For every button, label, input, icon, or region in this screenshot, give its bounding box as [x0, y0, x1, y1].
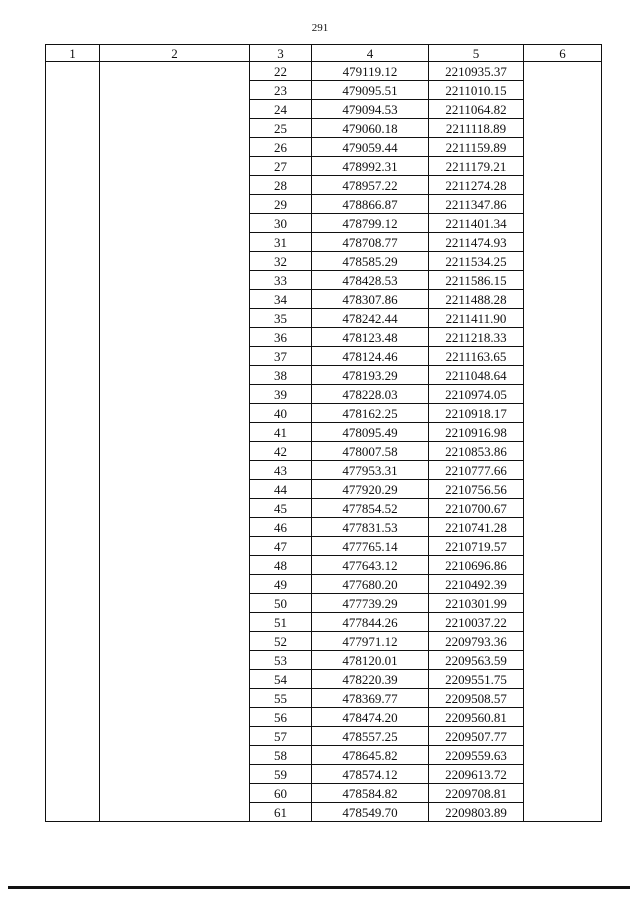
cell-coordinate-x: 478095.49	[312, 423, 429, 442]
cell-point-number: 57	[250, 727, 312, 746]
table-row	[46, 138, 602, 157]
cell-col-6-empty	[524, 176, 602, 195]
cell-col-6-empty	[524, 290, 602, 309]
cell-point-number: 52	[250, 632, 312, 651]
cell-coordinate-x: 478162.25	[312, 404, 429, 423]
cell-col-1-empty	[46, 81, 100, 100]
table-row	[46, 518, 602, 537]
cell-point-number: 43	[250, 461, 312, 480]
cell-col-6-empty	[524, 556, 602, 575]
footer-rule	[8, 886, 630, 889]
cell-col-2-empty	[100, 537, 250, 556]
cell-coordinate-x: 477739.29	[312, 594, 429, 613]
cell-col-6-empty	[524, 233, 602, 252]
cell-point-number: 26	[250, 138, 312, 157]
table-row	[46, 176, 602, 195]
cell-coordinate-y: 2209551.75	[429, 670, 524, 689]
cell-coordinate-y: 2209803.89	[429, 803, 524, 822]
cell-col-6-empty	[524, 347, 602, 366]
cell-col-1-empty	[46, 271, 100, 290]
cell-coordinate-x: 478585.29	[312, 252, 429, 271]
column-header-6: 6	[524, 45, 602, 62]
cell-col-1-empty	[46, 138, 100, 157]
cell-col-1-empty	[46, 480, 100, 499]
cell-coordinate-y: 2209793.36	[429, 632, 524, 651]
cell-coordinate-x: 477765.14	[312, 537, 429, 556]
cell-coordinate-y: 2211118.89	[429, 119, 524, 138]
cell-coordinate-y: 2211347.86	[429, 195, 524, 214]
column-header-5: 5	[429, 45, 524, 62]
cell-point-number: 34	[250, 290, 312, 309]
cell-point-number: 42	[250, 442, 312, 461]
cell-col-2-empty	[100, 404, 250, 423]
cell-point-number: 33	[250, 271, 312, 290]
cell-point-number: 35	[250, 309, 312, 328]
cell-coordinate-x: 477831.53	[312, 518, 429, 537]
table-row	[46, 746, 602, 765]
cell-col-2-empty	[100, 195, 250, 214]
cell-point-number: 56	[250, 708, 312, 727]
cell-col-2-empty	[100, 708, 250, 727]
cell-col-1-empty	[46, 689, 100, 708]
cell-col-2-empty	[100, 689, 250, 708]
cell-coordinate-x: 477680.20	[312, 575, 429, 594]
cell-col-1-empty	[46, 214, 100, 233]
table-row	[46, 385, 602, 404]
table-row	[46, 81, 602, 100]
cell-coordinate-x: 478708.77	[312, 233, 429, 252]
table-row	[46, 309, 602, 328]
cell-col-6-empty	[524, 423, 602, 442]
table-row	[46, 404, 602, 423]
cell-coordinate-y: 2211179.21	[429, 157, 524, 176]
cell-point-number: 48	[250, 556, 312, 575]
table-row	[46, 556, 602, 575]
table-row	[46, 613, 602, 632]
cell-coordinate-x: 478307.86	[312, 290, 429, 309]
cell-col-2-empty	[100, 803, 250, 822]
cell-coordinate-y: 2209708.81	[429, 784, 524, 803]
cell-point-number: 53	[250, 651, 312, 670]
cell-coordinate-x: 478220.39	[312, 670, 429, 689]
cell-col-6-empty	[524, 62, 602, 81]
cell-col-1-empty	[46, 233, 100, 252]
cell-point-number: 32	[250, 252, 312, 271]
table-row	[46, 594, 602, 613]
cell-col-1-empty	[46, 556, 100, 575]
cell-col-6-empty	[524, 613, 602, 632]
cell-col-2-empty	[100, 499, 250, 518]
cell-col-2-empty	[100, 252, 250, 271]
table-row	[46, 575, 602, 594]
cell-col-6-empty	[524, 271, 602, 290]
table-row	[46, 689, 602, 708]
column-header-4: 4	[312, 45, 429, 62]
cell-coordinate-y: 2210916.98	[429, 423, 524, 442]
cell-coordinate-y: 2209613.72	[429, 765, 524, 784]
cell-col-6-empty	[524, 157, 602, 176]
cell-point-number: 36	[250, 328, 312, 347]
cell-point-number: 55	[250, 689, 312, 708]
cell-col-2-empty	[100, 309, 250, 328]
cell-coordinate-x: 479095.51	[312, 81, 429, 100]
table-row	[46, 803, 602, 822]
cell-col-1-empty	[46, 385, 100, 404]
cell-coordinate-x: 479119.12	[312, 62, 429, 81]
cell-coordinate-y: 2210777.66	[429, 461, 524, 480]
cell-col-2-empty	[100, 727, 250, 746]
cell-coordinate-y: 2210719.57	[429, 537, 524, 556]
cell-coordinate-y: 2211411.90	[429, 309, 524, 328]
table-row	[46, 157, 602, 176]
cell-coordinate-y: 2211010.15	[429, 81, 524, 100]
cell-coordinate-x: 478866.87	[312, 195, 429, 214]
table-row	[46, 461, 602, 480]
cell-col-6-empty	[524, 746, 602, 765]
cell-point-number: 23	[250, 81, 312, 100]
cell-coordinate-x: 478557.25	[312, 727, 429, 746]
cell-col-1-empty	[46, 290, 100, 309]
cell-point-number: 39	[250, 385, 312, 404]
cell-point-number: 46	[250, 518, 312, 537]
cell-col-1-empty	[46, 784, 100, 803]
cell-coordinate-y: 2211159.89	[429, 138, 524, 157]
cell-col-1-empty	[46, 347, 100, 366]
cell-col-1-empty	[46, 803, 100, 822]
cell-coordinate-x: 478992.31	[312, 157, 429, 176]
cell-coordinate-y: 2210853.86	[429, 442, 524, 461]
cell-coordinate-y: 2211401.34	[429, 214, 524, 233]
cell-col-2-empty	[100, 157, 250, 176]
cell-col-2-empty	[100, 100, 250, 119]
cell-coordinate-y: 2210037.22	[429, 613, 524, 632]
cell-coordinate-x: 478574.12	[312, 765, 429, 784]
cell-col-6-empty	[524, 689, 602, 708]
cell-col-2-empty	[100, 119, 250, 138]
cell-coordinate-x: 478474.20	[312, 708, 429, 727]
cell-coordinate-y: 2210974.05	[429, 385, 524, 404]
cell-col-1-empty	[46, 404, 100, 423]
cell-col-1-empty	[46, 670, 100, 689]
cell-coordinate-y: 2210696.86	[429, 556, 524, 575]
table-row	[46, 708, 602, 727]
cell-col-6-empty	[524, 499, 602, 518]
cell-col-6-empty	[524, 727, 602, 746]
cell-coordinate-x: 477953.31	[312, 461, 429, 480]
cell-col-2-empty	[100, 670, 250, 689]
cell-point-number: 28	[250, 176, 312, 195]
cell-col-1-empty	[46, 195, 100, 214]
cell-col-1-empty	[46, 176, 100, 195]
cell-col-2-empty	[100, 138, 250, 157]
table-row	[46, 632, 602, 651]
cell-col-2-empty	[100, 176, 250, 195]
cell-coordinate-x: 477854.52	[312, 499, 429, 518]
cell-col-2-empty	[100, 423, 250, 442]
cell-col-1-empty	[46, 651, 100, 670]
cell-coordinate-x: 478549.70	[312, 803, 429, 822]
cell-col-1-empty	[46, 708, 100, 727]
cell-col-1-empty	[46, 594, 100, 613]
cell-col-6-empty	[524, 252, 602, 271]
table-row	[46, 214, 602, 233]
cell-point-number: 27	[250, 157, 312, 176]
cell-point-number: 61	[250, 803, 312, 822]
cell-coordinate-x: 477920.29	[312, 480, 429, 499]
cell-point-number: 24	[250, 100, 312, 119]
cell-col-6-empty	[524, 803, 602, 822]
cell-col-2-empty	[100, 784, 250, 803]
table-row	[46, 347, 602, 366]
cell-col-2-empty	[100, 328, 250, 347]
cell-col-1-empty	[46, 252, 100, 271]
column-header-3: 3	[250, 45, 312, 62]
cell-col-1-empty	[46, 746, 100, 765]
cell-col-2-empty	[100, 347, 250, 366]
cell-col-1-empty	[46, 575, 100, 594]
cell-col-6-empty	[524, 594, 602, 613]
cell-col-6-empty	[524, 518, 602, 537]
cell-coordinate-x: 478584.82	[312, 784, 429, 803]
cell-point-number: 47	[250, 537, 312, 556]
cell-col-1-empty	[46, 727, 100, 746]
cell-col-1-empty	[46, 366, 100, 385]
column-header-1: 1	[46, 45, 100, 62]
cell-coordinate-y: 2211488.28	[429, 290, 524, 309]
table-row	[46, 670, 602, 689]
cell-col-6-empty	[524, 765, 602, 784]
cell-col-1-empty	[46, 157, 100, 176]
cell-coordinate-y: 2210492.39	[429, 575, 524, 594]
cell-point-number: 40	[250, 404, 312, 423]
cell-coordinate-x: 477971.12	[312, 632, 429, 651]
cell-point-number: 50	[250, 594, 312, 613]
cell-coordinate-y: 2211586.15	[429, 271, 524, 290]
cell-point-number: 37	[250, 347, 312, 366]
cell-point-number: 44	[250, 480, 312, 499]
cell-col-6-empty	[524, 385, 602, 404]
cell-col-2-empty	[100, 233, 250, 252]
cell-col-2-empty	[100, 651, 250, 670]
cell-col-2-empty	[100, 556, 250, 575]
table-row	[46, 328, 602, 347]
table-row	[46, 119, 602, 138]
cell-col-6-empty	[524, 651, 602, 670]
cell-coordinate-y: 2210741.28	[429, 518, 524, 537]
cell-col-6-empty	[524, 214, 602, 233]
cell-col-6-empty	[524, 670, 602, 689]
cell-col-1-empty	[46, 309, 100, 328]
table-row	[46, 100, 602, 119]
cell-coordinate-y: 2209508.57	[429, 689, 524, 708]
cell-point-number: 59	[250, 765, 312, 784]
cell-col-6-empty	[524, 81, 602, 100]
cell-point-number: 45	[250, 499, 312, 518]
cell-coordinate-x: 478957.22	[312, 176, 429, 195]
cell-coordinate-x: 478123.48	[312, 328, 429, 347]
cell-col-6-empty	[524, 708, 602, 727]
cell-coordinate-y: 2211274.28	[429, 176, 524, 195]
cell-col-2-empty	[100, 366, 250, 385]
cell-col-2-empty	[100, 385, 250, 404]
table-row	[46, 290, 602, 309]
cell-point-number: 54	[250, 670, 312, 689]
cell-col-1-empty	[46, 100, 100, 119]
cell-col-1-empty	[46, 119, 100, 138]
cell-coordinate-y: 2211218.33	[429, 328, 524, 347]
cell-col-2-empty	[100, 290, 250, 309]
table-row	[46, 784, 602, 803]
cell-coordinate-y: 2211534.25	[429, 252, 524, 271]
cell-coordinate-y: 2209507.77	[429, 727, 524, 746]
cell-coordinate-x: 478120.01	[312, 651, 429, 670]
cell-coordinate-x: 478228.03	[312, 385, 429, 404]
cell-col-6-empty	[524, 195, 602, 214]
cell-coordinate-x: 479094.53	[312, 100, 429, 119]
cell-col-6-empty	[524, 100, 602, 119]
table-row	[46, 233, 602, 252]
table-row	[46, 423, 602, 442]
cell-point-number: 60	[250, 784, 312, 803]
cell-point-number: 41	[250, 423, 312, 442]
cell-col-2-empty	[100, 746, 250, 765]
cell-coordinate-y: 2211474.93	[429, 233, 524, 252]
cell-coordinate-x: 478124.46	[312, 347, 429, 366]
cell-col-1-empty	[46, 537, 100, 556]
table-row	[46, 765, 602, 784]
cell-col-6-empty	[524, 442, 602, 461]
cell-col-1-empty	[46, 442, 100, 461]
cell-coordinate-x: 478369.77	[312, 689, 429, 708]
table-row	[46, 499, 602, 518]
cell-col-1-empty	[46, 613, 100, 632]
cell-col-2-empty	[100, 442, 250, 461]
cell-col-2-empty	[100, 575, 250, 594]
cell-col-6-empty	[524, 119, 602, 138]
cell-point-number: 25	[250, 119, 312, 138]
cell-col-1-empty	[46, 461, 100, 480]
cell-col-1-empty	[46, 62, 100, 81]
cell-coordinate-x: 478428.53	[312, 271, 429, 290]
cell-col-6-empty	[524, 138, 602, 157]
table-row	[46, 442, 602, 461]
cell-col-1-empty	[46, 632, 100, 651]
cell-point-number: 31	[250, 233, 312, 252]
header-row	[46, 45, 602, 62]
cell-col-1-empty	[46, 423, 100, 442]
cell-point-number: 58	[250, 746, 312, 765]
cell-coordinate-x: 478007.58	[312, 442, 429, 461]
cell-col-2-empty	[100, 613, 250, 632]
table-row	[46, 651, 602, 670]
cell-col-1-empty	[46, 328, 100, 347]
cell-col-6-empty	[524, 575, 602, 594]
table-row	[46, 252, 602, 271]
cell-coordinate-y: 2210756.56	[429, 480, 524, 499]
cell-coordinate-y: 2210700.67	[429, 499, 524, 518]
cell-col-6-empty	[524, 366, 602, 385]
cell-coordinate-x: 478242.44	[312, 309, 429, 328]
cell-col-2-empty	[100, 62, 250, 81]
cell-col-2-empty	[100, 594, 250, 613]
cell-coordinate-y: 2211064.82	[429, 100, 524, 119]
cell-col-2-empty	[100, 81, 250, 100]
cell-col-1-empty	[46, 499, 100, 518]
cell-point-number: 49	[250, 575, 312, 594]
cell-col-6-empty	[524, 537, 602, 556]
cell-coordinate-y: 2211048.64	[429, 366, 524, 385]
cell-coordinate-x: 479059.44	[312, 138, 429, 157]
cell-coordinate-y: 2211163.65	[429, 347, 524, 366]
cell-col-2-empty	[100, 214, 250, 233]
cell-point-number: 30	[250, 214, 312, 233]
table-row	[46, 537, 602, 556]
table-row	[46, 366, 602, 385]
cell-point-number: 51	[250, 613, 312, 632]
cell-col-2-empty	[100, 632, 250, 651]
table-row	[46, 727, 602, 746]
cell-coordinate-x: 478193.29	[312, 366, 429, 385]
cell-col-6-empty	[524, 784, 602, 803]
cell-col-1-empty	[46, 765, 100, 784]
cell-col-6-empty	[524, 309, 602, 328]
cell-coordinate-x: 477643.12	[312, 556, 429, 575]
cell-coordinate-y: 2210918.17	[429, 404, 524, 423]
cell-col-2-empty	[100, 271, 250, 290]
column-header-2: 2	[100, 45, 250, 62]
cell-col-6-empty	[524, 480, 602, 499]
cell-col-2-empty	[100, 765, 250, 784]
page-number: 291	[311, 22, 329, 34]
cell-coordinate-x: 478799.12	[312, 214, 429, 233]
cell-col-2-empty	[100, 518, 250, 537]
cell-coordinate-x: 478645.82	[312, 746, 429, 765]
table-row	[46, 195, 602, 214]
cell-col-2-empty	[100, 461, 250, 480]
table-row	[46, 271, 602, 290]
coordinates-table	[45, 44, 602, 822]
table-row	[46, 62, 602, 81]
cell-point-number: 38	[250, 366, 312, 385]
cell-col-6-empty	[524, 404, 602, 423]
cell-point-number: 29	[250, 195, 312, 214]
cell-col-1-empty	[46, 518, 100, 537]
cell-col-6-empty	[524, 328, 602, 347]
cell-coordinate-y: 2209563.59	[429, 651, 524, 670]
cell-col-6-empty	[524, 632, 602, 651]
cell-coordinate-x: 477844.26	[312, 613, 429, 632]
cell-coordinate-y: 2210935.37	[429, 62, 524, 81]
table-body	[46, 62, 602, 822]
table-row	[46, 480, 602, 499]
cell-coordinate-y: 2210301.99	[429, 594, 524, 613]
cell-point-number: 22	[250, 62, 312, 81]
cell-col-6-empty	[524, 461, 602, 480]
cell-col-2-empty	[100, 480, 250, 499]
cell-coordinate-y: 2209559.63	[429, 746, 524, 765]
cell-coordinate-y: 2209560.81	[429, 708, 524, 727]
cell-coordinate-x: 479060.18	[312, 119, 429, 138]
